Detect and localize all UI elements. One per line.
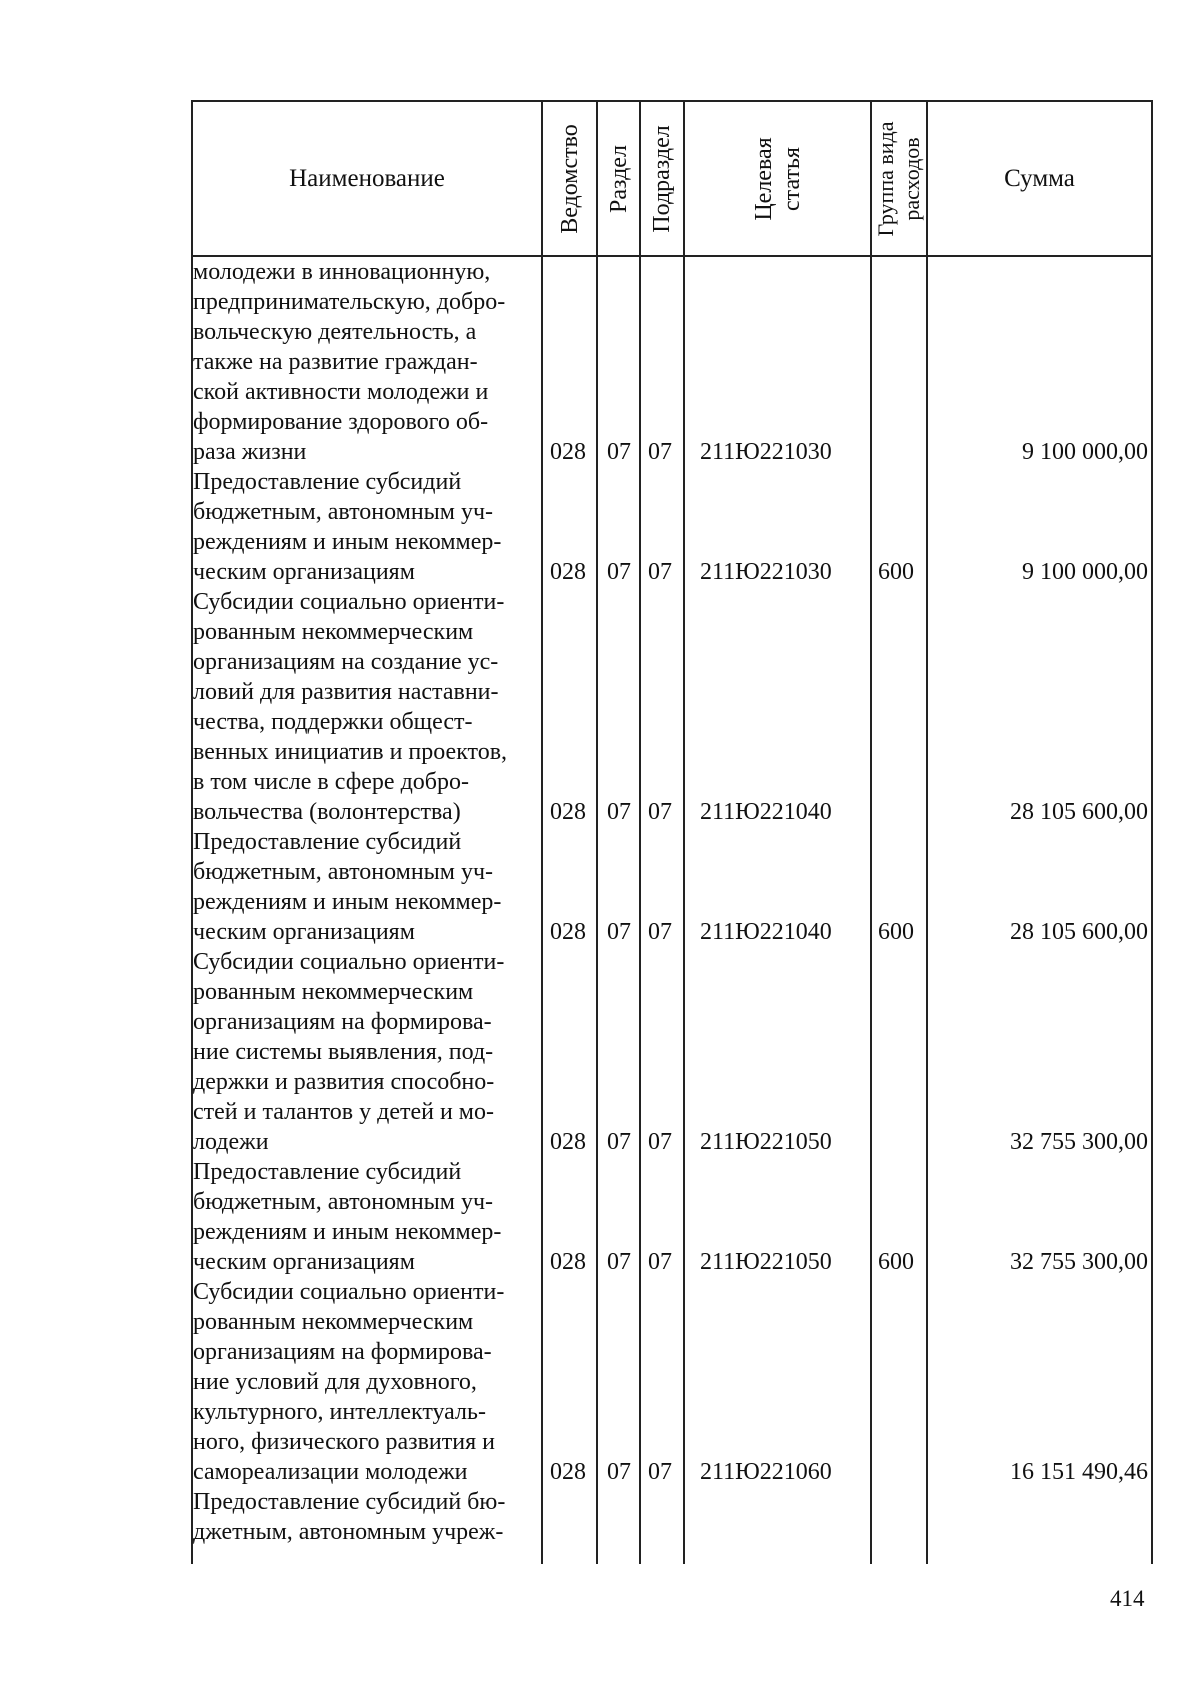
header-celevaya <box>685 102 870 255</box>
row-name-line: лодежи <box>193 1129 269 1155</box>
row-name-line: Предоставление субсидий <box>193 1159 462 1185</box>
row-name-line: джетным, автономным учреж- <box>193 1519 504 1545</box>
row-razdel: 07 <box>607 439 631 465</box>
row-summa: 32 755 300,00 <box>1010 1129 1148 1155</box>
row-name-line: бюджетным, автономным уч- <box>193 1189 494 1215</box>
row-summa: 16 151 490,46 <box>1010 1459 1148 1485</box>
row-name <box>193 1487 541 1547</box>
row-vedomstvo: 028 <box>550 559 586 585</box>
row-name-line: стей и талантов у детей и мо- <box>193 1099 494 1125</box>
column-divider <box>926 100 928 1564</box>
row-name <box>193 587 541 827</box>
row-name-line: культурного, интеллектуаль- <box>193 1399 486 1425</box>
row-name-line: бюджетным, автономным уч- <box>193 499 494 525</box>
row-vedomstvo: 028 <box>550 919 586 945</box>
row-gruppa: 600 <box>878 559 914 585</box>
row-name-line: Субсидии социально ориенти- <box>193 589 505 615</box>
header-gruppa-line-1: Группа вида <box>873 121 898 236</box>
row-name-line: рованным некоммерческим <box>193 1309 474 1335</box>
row-celevaya: 211Ю221060 <box>700 1459 832 1485</box>
row-name-line: в том числе в сфере добро- <box>193 769 469 795</box>
row-name-line: Предоставление субсидий <box>193 469 462 495</box>
row-name <box>193 257 541 467</box>
header-vedomstvo <box>543 102 596 255</box>
row-name-line: рованным некоммерческим <box>193 619 474 645</box>
row-name-line: ного, физического развития и <box>193 1429 495 1455</box>
row-name-line: рованным некоммерческим <box>193 979 474 1005</box>
row-name-line: ской активности молодежи и <box>193 379 489 405</box>
row-name-line: реждениям и иным некоммер- <box>193 529 502 555</box>
header-name <box>193 102 541 255</box>
row-name-line: Предоставление субсидий бю- <box>193 1489 506 1515</box>
row-name-line: ческим организациям <box>193 559 415 585</box>
row-celevaya: 211Ю221050 <box>700 1129 832 1155</box>
header-gruppa-label <box>873 121 925 236</box>
row-name-line: ческим организациям <box>193 919 415 945</box>
row-name <box>193 467 541 587</box>
row-gruppa: 600 <box>878 1249 914 1275</box>
row-podrazdel: 07 <box>648 919 672 945</box>
row-razdel: 07 <box>607 1459 631 1485</box>
row-razdel: 07 <box>607 919 631 945</box>
row-razdel: 07 <box>607 559 631 585</box>
column-divider <box>1151 100 1153 1564</box>
page-number: 414 <box>1110 1586 1145 1611</box>
row-celevaya: 211Ю221040 <box>700 799 832 825</box>
row-podrazdel: 07 <box>648 1459 672 1485</box>
row-summa: 28 105 600,00 <box>1010 919 1148 945</box>
row-name-line: чества, поддержки общест- <box>193 709 473 735</box>
row-podrazdel: 07 <box>648 799 672 825</box>
column-divider <box>639 100 641 1564</box>
row-name <box>193 947 541 1157</box>
header-vedomstvo-label: Ведомство <box>556 123 583 234</box>
row-razdel: 07 <box>607 1249 631 1275</box>
row-celevaya: 211Ю221050 <box>700 1249 832 1275</box>
header-podrazdel-label: Подраздел <box>649 124 675 233</box>
column-divider <box>683 100 685 1564</box>
row-name-line: ческим организациям <box>193 1249 415 1275</box>
row-name-line: ние системы выявления, под- <box>193 1039 494 1065</box>
row-name-line: самореализации молодежи <box>193 1459 468 1485</box>
row-name-line: Субсидии социально ориенти- <box>193 949 505 975</box>
row-gruppa: 600 <box>878 919 914 945</box>
header-name-label: Наименование <box>289 164 445 192</box>
header-summa <box>928 102 1151 255</box>
row-name-line: Субсидии социально ориенти- <box>193 1279 505 1305</box>
header-razdel <box>598 102 639 255</box>
header-celevaya-line-2: статья <box>778 146 805 211</box>
row-name-line: реждениям и иным некоммер- <box>193 889 502 915</box>
row-name-line: раза жизни <box>193 439 307 465</box>
header-gruppa <box>872 102 926 255</box>
row-name-line: организациям на создание ус- <box>193 649 499 675</box>
row-name-line: ловий для развития наставни- <box>193 679 499 705</box>
row-vedomstvo: 028 <box>550 1129 586 1155</box>
row-razdel: 07 <box>607 799 631 825</box>
row-celevaya: 211Ю221030 <box>700 559 832 585</box>
header-celevaya-label <box>750 137 806 220</box>
row-summa: 28 105 600,00 <box>1010 799 1148 825</box>
row-podrazdel: 07 <box>648 1249 672 1275</box>
row-celevaya: 211Ю221040 <box>700 919 832 945</box>
row-name-line: реждениям и иным некоммер- <box>193 1219 502 1245</box>
row-summa: 9 100 000,00 <box>1022 559 1148 585</box>
row-name-line: вольчества (волонтерства) <box>193 799 461 825</box>
row-name-line: Предоставление субсидий <box>193 829 462 855</box>
row-name-line: формирование здорового об- <box>193 409 489 435</box>
row-name <box>193 827 541 947</box>
row-name-line: молодежи в инновационную, <box>193 259 491 285</box>
column-divider <box>541 100 543 1564</box>
column-divider <box>596 100 598 1564</box>
row-name-line: ние условий для духовного, <box>193 1369 477 1395</box>
row-razdel: 07 <box>607 1129 631 1155</box>
header-summa-label: Сумма <box>1004 164 1075 192</box>
row-name-line: бюджетным, автономным уч- <box>193 859 494 885</box>
row-name-line: организациям на формирова- <box>193 1339 492 1365</box>
row-name-line: вольческую деятельность, а <box>193 319 477 345</box>
row-podrazdel: 07 <box>648 559 672 585</box>
row-celevaya: 211Ю221030 <box>700 439 832 465</box>
row-name <box>193 1277 541 1487</box>
row-summa: 32 755 300,00 <box>1010 1249 1148 1275</box>
row-summa: 9 100 000,00 <box>1022 439 1148 465</box>
row-name-line: предпринимательскую, добро- <box>193 289 506 315</box>
header-razdel-label: Раздел <box>605 144 632 213</box>
row-vedomstvo: 028 <box>550 439 586 465</box>
header-podrazdel <box>641 102 683 255</box>
row-vedomstvo: 028 <box>550 1459 586 1485</box>
row-vedomstvo: 028 <box>550 1249 586 1275</box>
row-vedomstvo: 028 <box>550 799 586 825</box>
row-podrazdel: 07 <box>648 1129 672 1155</box>
row-name <box>193 1157 541 1277</box>
header-gruppa-line-2: расходов <box>899 136 924 221</box>
row-name-line: также на развитие граждан- <box>193 349 478 375</box>
row-name-line: венных инициатив и проектов, <box>193 739 508 765</box>
row-name-line: держки и развития способно- <box>193 1069 495 1095</box>
row-name-line: организациям на формирова- <box>193 1009 492 1035</box>
row-podrazdel: 07 <box>648 439 672 465</box>
column-divider <box>870 100 872 1564</box>
header-celevaya-line-1: Целевая <box>750 136 777 221</box>
